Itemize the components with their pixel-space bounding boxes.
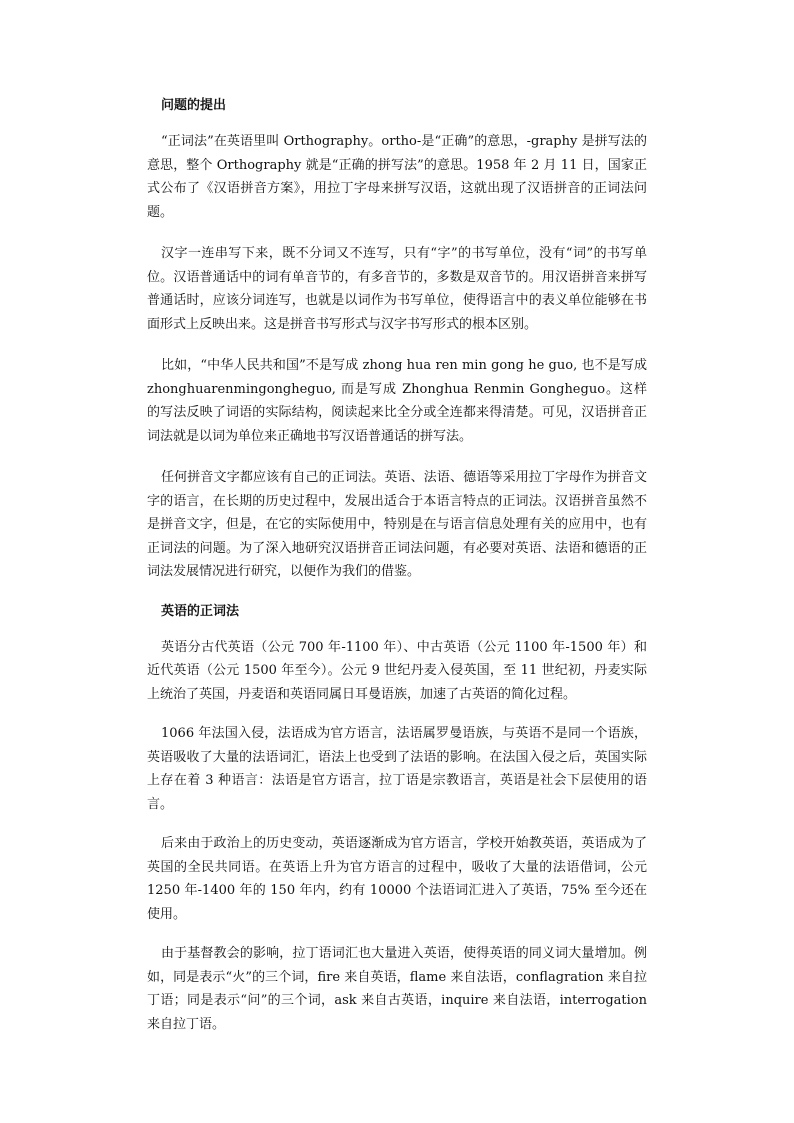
paragraph: 英语分古代英语（公元 700 年-1100 年）、中古英语（公元 1100 年-1500 年）和近代英语（公元 1500 年至今）。公元 9 世纪丹麦入侵英国，至 11 世纪初，丹麦实际上统治了英国，丹麦语和英语同属日耳曼语族，加速了古英语的简化过程。 [147,639,647,702]
paragraph: “正词法”在英语里叫 Orthography。ortho-是“正确”的意思，-graphy 是拼写法的意思，整个 Orthography 就是“正确的拼写法”的意思。1958 年 2 月 11 日，国家正式公布了《汉语拼音方案》，用拉丁字母来拼写汉语，这就出现了汉语拼音的正词法问题。 [147,134,647,220]
section-heading-problem: 问题的提出 [161,98,227,113]
section-heading-english: 英语的正词法 [161,603,240,619]
paragraph: 1066 年法国入侵，法语成为官方语言，法语属罗曼语族，与英语不是同一个语族，英语吸收了大量的法语词汇，语法上也受到了法语的影响。在法国入侵之后，英国实际上存在着 3 种语言：法语是官方语言，拉丁语是宗教语言，英语是社会下层使用的语言。 [147,726,647,812]
paragraph: 后来由于政治上的历史变动，英语逐渐成为官方语言，学校开始教英语，英语成为了英国的全民共同语。在英语上升为官方语言的过程中，吸收了大量的法语借词，公元 1250 年-1400 年的 150 年内，约有 10000 个法语词汇进入了英语，75% 至今还在使用。 [147,836,647,922]
paragraph: 由于基督教会的影响，拉丁语词汇也大量进入英语，使得英语的同义词大量增加。例如，同是表示“火”的三个词，fire 来自英语，flame 来自法语，conflagration 来自拉丁语；同是表示“问”的三个词，ask 来自古英语，inquire 来自法语，interrogation 来自拉丁语。 [147,946,647,1032]
paragraph: 任何拼音文字都应该有自己的正词法。英语、法语、德语等采用拉丁字母作为拼音文字的语言，在长期的历史过程中，发展出适合于本语言特点的正词法。汉语拼音虽然不是拼音文字，但是，在它的实际使用中，特别是在与语言信息处理有关的应用中，也有正词法的问题。为了深入地研究汉语拼音正词法问题，有必要对英语、法语和德语的正词法发展情况进行研究，以便作为我们的借鉴。 [147,470,647,579]
paragraph: 汉字一连串写下来，既不分词又不连写，只有“字”的书写单位，没有“词”的书写单位。汉语普通话中的词有单音节的，有多音节的，多数是双音节的。用汉语拼音来拼写普通话时，应该分词连写，也就是以词作为书写单位，使得语言中的表义单位能够在书面形式上反映出来。这是拼音书写形式与汉字书写形式的根本区别。 [147,246,647,332]
document-page [147,96,647,1052]
paragraph: 比如，“中华人民共和国”不是写成 zhong hua ren min gong he guo, 也不是写成 zhonghuarenmingongheguo, 而是写成 Zhonghua Renmin Gongheguo。这样的写法反映了词语的实际结构，阅读起来比全分或全连都来得清楚。可见，汉语拼音正词法就是以词为单位来正确地书写汉语普通话的拼写法。 [147,358,647,444]
